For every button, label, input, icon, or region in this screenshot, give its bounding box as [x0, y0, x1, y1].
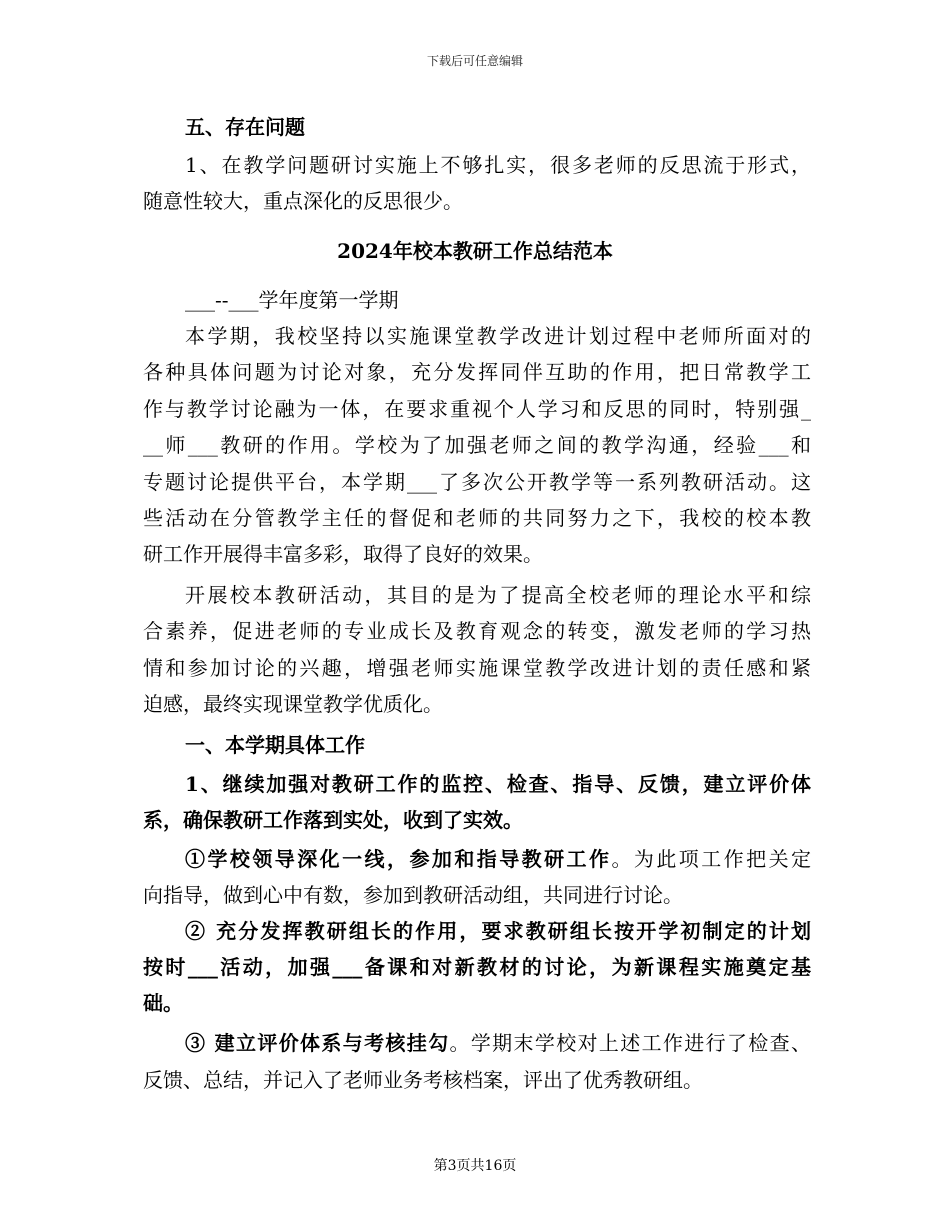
item-2-line: 础。 — [143, 991, 183, 1015]
paragraph-line: 研工作开展得丰富多彩，取得了良好的效果。 — [143, 542, 543, 566]
item-1-line — [185, 846, 811, 872]
paragraph-line: 合素养，促进老师的专业成长及教育观念的转变，激发老师的学习热 — [143, 619, 811, 643]
item-3-bold: ③ 建立评价体系与考核挂勾 — [185, 1031, 450, 1055]
paragraph-line: 情和参加讨论的兴趣，增强老师实施课堂教学改进计划的责任感和紧 — [143, 656, 811, 680]
item-1-bold: ①学校领导深化一线，参加和指导教研工作 — [185, 847, 612, 871]
item-2-line: 按时___活动，加强___备课和对新教材的讨论，为新课程实施奠定基 — [143, 955, 811, 979]
item-3-line — [185, 1030, 811, 1056]
paragraph-line: 各种具体问题为讨论对象，充分发挥同伴互助的作用，把日常教学工 — [143, 360, 811, 384]
page-footer: 第3页共16页 — [433, 1158, 517, 1174]
paragraph-line: 向指导，做到心中有数，参加到教研活动组，共同进行讨论。 — [143, 883, 683, 907]
paragraph-line: 本学期，我校坚持以实施课堂教学改进计划过程中老师所面对的 — [185, 324, 811, 348]
section-heading-work: 一、本学期具体工作 — [185, 733, 365, 757]
section-heading-problems: 五、存在问题 — [185, 115, 305, 139]
paragraph-line: 迫感，最终实现课堂教学优质化。 — [143, 692, 443, 716]
paragraph-line: 1、在教学问题研讨实施上不够扎实，很多老师的反思流于形式， — [185, 153, 811, 177]
item-3-text: 。学期末学校对上述工作进行了检查、 — [449, 1031, 812, 1055]
paragraph-line: 专题讨论提供平台，本学期___了多次公开教学等一系列教研活动。这 — [143, 470, 811, 494]
subheading-line: 1、继续加强对教研工作的监控、检查、指导、反馈，建立评价体 — [185, 772, 811, 796]
item-1-text: 。为此项工作把关定 — [611, 847, 812, 871]
paragraph-line: __师___教研的作用。学校为了加强老师之间的教学沟通，经验___和 — [143, 433, 811, 457]
item-2-line: ② 充分发挥教研组长的作用，要求教研组长按开学初制定的计划 — [185, 919, 811, 943]
paragraph-line: 作与教学讨论融为一体，在要求重视个人学习和反思的同时，特别强_ — [143, 397, 811, 421]
page-header: 下载后可任意编辑 — [426, 54, 523, 68]
document-title: 2024年校本教研工作总结范本 — [337, 239, 613, 263]
paragraph-line: 随意性较大，重点深化的反思很少。 — [143, 189, 463, 213]
semester-line: ___--___学年度第一学期 — [185, 288, 399, 312]
paragraph-line: 开展校本教研活动，其目的是为了提高全校老师的理论水平和综 — [185, 583, 811, 607]
subheading-line: 系，确保教研工作落到实处，收到了实效。 — [143, 808, 523, 832]
paragraph-line: 反馈、总结，并记入了老师业务考核档案，评出了优秀教研组。 — [143, 1068, 703, 1092]
paragraph-line: 些活动在分管教学主任的督促和老师的共同努力之下，我校的校本教 — [143, 506, 811, 530]
